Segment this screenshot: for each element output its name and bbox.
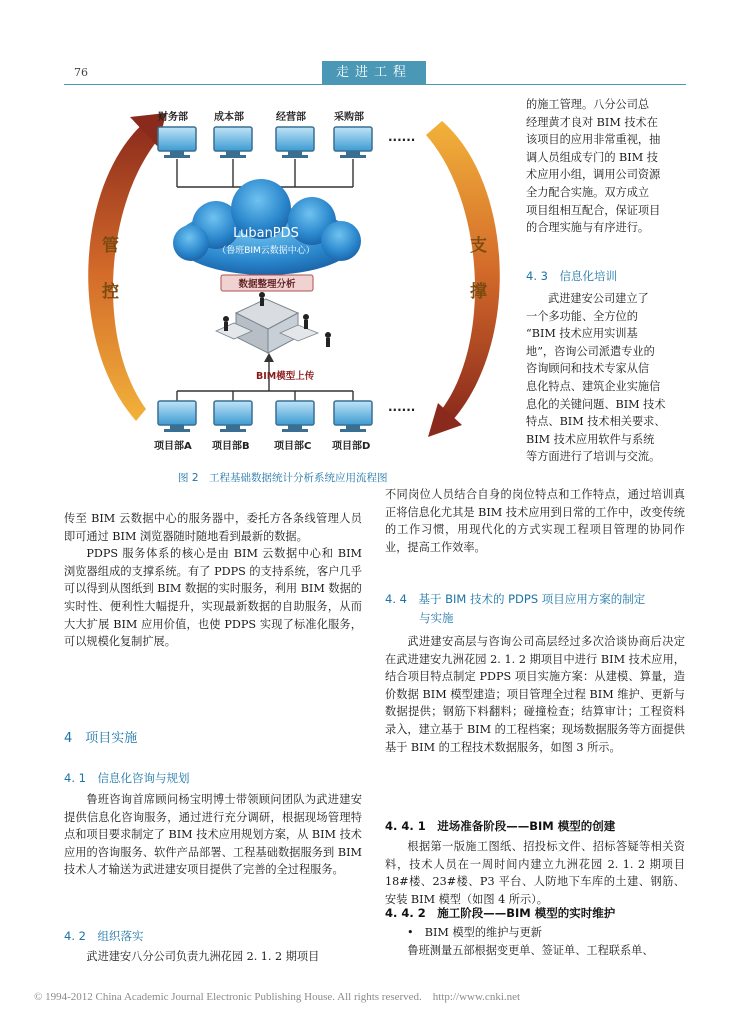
bullet-item: • BIM 模型的维护与更新: [407, 926, 542, 939]
figure-caption: 图 2 工程基础数据统计分析系统应用流程图: [178, 472, 388, 484]
monitor-icon: [334, 127, 372, 158]
right-column-4-4: [385, 633, 685, 756]
text-line: 的施工管理。八分公司总: [526, 98, 650, 111]
text-line: 全力配合实施。双方成立: [526, 185, 650, 199]
text-line: 术应用小组，调用公司资源: [526, 168, 661, 182]
section-heading-4-4-1: 4. 4. 1 进场准备阶段——BIM 模型的创建: [385, 819, 616, 833]
flow-diagram: [66, 91, 522, 461]
monitor-icon: [334, 401, 372, 432]
paragraph: 根据第一版施工图纸、招投标文件、招标答疑等相关资料，技术人员在一周时间内建立九洲花园 2. 1. 2 期项目 18#楼、23#楼、P3 平台、人防地下车库的土建、钢筋、安装 BIM 模型（如图 4 所示）。: [385, 840, 685, 906]
right-arc-arrow: [426, 121, 500, 437]
side-label-left-1: 管: [102, 236, 119, 256]
text-line: 地”，咨询公司派遣专业的: [526, 344, 655, 358]
dept-label-finance: 财务部: [158, 112, 188, 123]
side-label-left-2: 控: [102, 282, 119, 302]
cloud-title: LubanPDS: [233, 226, 299, 241]
monitor-icon: [214, 127, 252, 158]
monitor-icon: [276, 127, 314, 158]
text-line: 等方面进行了培训与交流。: [526, 450, 661, 464]
text-line: 特点、BIM 技术相关要求、: [526, 415, 666, 429]
project-label-c: 项目部C: [274, 441, 312, 452]
side-label-right-1: 支: [470, 236, 487, 256]
paragraph: 武进建安高层与咨询公司高层经过多次洽谈协商后决定在武进建安九洲花园 2. 1. 2 期项目中进行 BIM 技术应用，结合项目特点制定 PDPS 项目实施方案：从建模、算量，造价数据 BIM 模型建造；项目管理全过程 BIM 维护、更新与数据提供；钢筋下料翻料；碰撞检查；结算审计；工程资料录入，建立基于 BIM 的工程档案；现场数据服务等方面提供基于 BIM 的工程技术数据服务，如图 3 所示。: [385, 635, 685, 754]
left-column-4-1: [64, 791, 362, 879]
text-line: 息化特点、建筑企业实施信: [526, 379, 661, 393]
paragraph: 武进建安八分公司负责九洲花园 2. 1. 2 期项目: [86, 950, 320, 963]
bottom-connectors: [177, 391, 353, 401]
section-heading-4-2: 4. 2 组织落实: [64, 929, 144, 943]
top-ellipsis: ......: [388, 130, 416, 144]
project-label-b: 项目部B: [212, 441, 250, 452]
text-line: 咨询顾问和技术专家从信: [526, 362, 650, 376]
heading-line: 与实施: [419, 611, 454, 625]
text-line: 项目组相互配合，保证项目: [526, 203, 661, 217]
text-line: 经理黄才良对 BIM 技术在: [526, 115, 658, 129]
journal-section-title: 走进工程: [322, 61, 426, 85]
dept-label-business: 经营部: [276, 112, 306, 123]
section-heading-4: 4 项目实施: [64, 731, 138, 746]
cloud-subtitle: （鲁班BIM云数据中心）: [217, 246, 315, 256]
paragraph: 不同岗位人员结合自身的岗位特点和工作特点，通过培训真正将信息化尤其是 BIM 技术应用到日常的工作中，改变传统的工作习惯，用现代化的方式实现工程项目管理的协同作业，提高工作效率。: [385, 488, 685, 554]
monitor-icon: [158, 127, 196, 158]
data-processing-illustration: [216, 292, 331, 353]
upload-label: BIM模型上传: [256, 371, 315, 382]
left-column: [64, 510, 362, 651]
header-rule: [64, 84, 686, 85]
section-heading-4-4: [385, 591, 645, 626]
text-line: 的合理实施与有序进行。: [526, 221, 650, 235]
project-label-d: 项目部D: [332, 441, 371, 452]
dept-label-purchase: 采购部: [334, 112, 364, 123]
text-line: 息化的关键问题、BIM 技术: [526, 397, 666, 411]
section-heading-4-4-2: 4. 4. 2 施工阶段——BIM 模型的实时维护: [385, 906, 616, 920]
text-line: 武进建安公司建立了: [548, 292, 649, 305]
heading-line: 4. 4 基于 BIM 技术的 PDPS 项目应用方案的制定: [385, 592, 646, 606]
paragraph: PDPS 服务体系的核心是由 BIM 云数据中心和 BIM 浏览器组成的支撑系统。有了 PDPS 的支持系统，客户几乎可以得到从图纸到 BIM 数据的实时服务，利用 BIM 数据的实时性、便利性大幅提升，实现最新数据的自助服务，从而大大扩展 BIM 应用价值，也使 PDPS 实现了标准化服务，可以规模化复制扩展。: [64, 547, 362, 649]
section-heading-4-1: 4. 1 信息化咨询与规划: [64, 771, 190, 785]
paragraph: 传至 BIM 云数据中心的服务器中，委托方各条线管理人员即可通过 BIM 浏览器随时随地看到最新的数据。: [64, 512, 362, 543]
page-number: 76: [74, 66, 88, 79]
right-column: [385, 486, 685, 556]
monitor-icon: [158, 401, 196, 432]
text-line: 该项目的应用非常重视，抽: [526, 133, 661, 147]
right-column-4-4-1: [385, 838, 685, 908]
dept-label-cost: 成本部: [214, 112, 244, 123]
left-column-4-2: [64, 948, 362, 966]
paragraph: 鲁班咨询首席顾问杨宝明博士带领顾问团队为武进建安提供信息化咨询服务，通过进行充分调研，根据现场管理特点和项目要求制定了 BIM 技术应用规划方案，从 BIM 技术应用的咨询服务、软件产品部署、工程基础数据服务到 BIM 技术人才输送为武进建安项目提供了完善的全过程服务。: [64, 793, 362, 877]
monitor-icon: [214, 401, 252, 432]
analysis-label: 数据整理分析: [238, 279, 296, 290]
text-line: 一个多功能、全方位的: [526, 309, 638, 323]
section-heading-4-3: 4. 3 信息化培训: [526, 269, 617, 283]
left-arc-arrow: [88, 113, 166, 421]
monitor-icon: [276, 401, 314, 432]
text-line: “BIM 技术应用实训基: [526, 327, 638, 341]
paragraph: 鲁班测量五部根据变更单、签证单、工程联系单、: [407, 943, 654, 957]
right-column-4-4-2: [385, 924, 685, 959]
right-top-column-4-3: [526, 290, 686, 466]
copyright-footer: © 1994-2012 China Academic Journal Electronic Publishing House. All rights reserved. http://www.cnki.net: [34, 991, 521, 1003]
text-line: BIM 技术应用软件与系统: [526, 432, 655, 446]
text-line: 调人员组成专门的 BIM 技: [526, 150, 658, 164]
right-top-column: [526, 96, 686, 237]
bottom-ellipsis: ......: [388, 400, 416, 414]
side-label-right-2: 撑: [470, 282, 487, 302]
project-label-a: 项目部A: [154, 441, 192, 452]
